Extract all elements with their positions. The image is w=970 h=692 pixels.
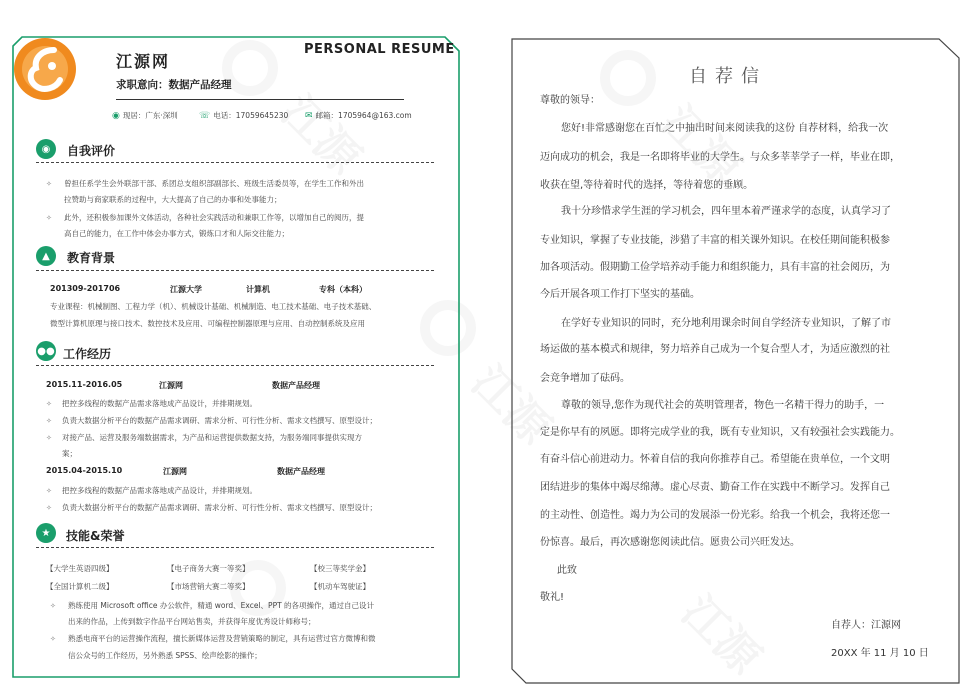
edu-period: 201309-201706 [50,284,121,293]
graduation-cap-icon: ▲ [36,246,56,266]
job-period: 2015.11-2016.05 [46,380,123,389]
letter-line: 定是你早有的夙愿。即将完成学业的我，既有专业知识，又有较强社会实践能力。 [540,427,900,438]
self-eval-line: 拉赞助与商家联系的过程中，大大提高了自己的办事和处事能力； [64,195,282,204]
letter-signature: 自荐人：江源网 [831,620,901,631]
letter-title: 自荐信 [689,66,767,87]
section-divider [36,270,434,271]
letter-line: 会竞争增加了砝码。 [540,373,630,384]
bullet-icon: ✧ [50,602,56,610]
resume-heading: PERSONAL RESUME [304,42,455,57]
trophy-icon: ★ [36,523,56,543]
self-eval-line: 高自己的能力，在工作中体会办事方式，锻炼口才和人际交往能力； [64,229,289,238]
award: 【市场营销大赛二等奖】 [167,582,250,591]
letter-line: 的主动性、创造性。竭力为公司的发展添一份光彩。给我一个机会，我将还您一 [540,510,890,521]
bullet-icon: ✧ [50,635,56,643]
letter-line: 在学好专业知识的同时，充分地利用课余时间自学经济专业知识，了解了市 [561,318,891,329]
edu-school: 江源大学 [170,285,202,294]
award: 【大学生英语四级】 [46,564,114,573]
edu-courses: 专业课程：机械制图、工程力学（机）、机械设计基础、机械制造、电工技术基础、电子技术基础、 [50,302,377,311]
skill-line: 熟练使用 Microsoft office 办公软件，精通 word、Excel、PPT 的各项操作，通过自己设计 [68,601,375,610]
job-duty: 负责大数据分析平台的数据产品需求调研、需求分析、可行性分析、需求文档撰写、原型设计； [62,416,377,425]
bullet-icon: ✧ [46,180,52,188]
letter-line: 团结进步的集体中竭尽绵薄。虚心尽责、勤奋工作在实践中不断学习。发挥自己 [540,482,890,493]
cover-letter-page [511,38,960,684]
job-intent: 求职意向：数据产品经理 [116,79,232,91]
contact-location: ◉ 现居：广东·深圳 [112,110,178,121]
bullet-icon: ✧ [46,504,52,512]
section-title-skills: 技能&荣誉 [66,529,125,543]
skill-line: 出来的作品，上传到数字作品平台网站售卖，并获得年度优秀设计师称号； [68,617,316,626]
letter-greeting: 尊敬的领导： [540,95,600,106]
mail-icon: ✉ [305,110,313,121]
resume-page [12,36,460,679]
letter-line: 份惊喜。最后，再次感谢您阅读此信。愿贵公司兴旺发达。 [540,537,800,548]
skill-line: 熟悉电商平台的运营操作流程，擅长新媒体运营及营销策略的制定，具有运营过官方微博和微 [68,634,376,643]
phone-icon: ☏ [199,110,211,121]
edu-degree: 专科（本科） [319,285,367,294]
job-duty: 对接产品、运营及服务端数据需求，为产品和运营提供数据支持，为服务端同事提供实现方 [62,433,362,442]
people-icon: ●● [36,341,56,361]
job-duty: 把控多线程的数据产品需求落地成产品设计，并排期规划。 [62,486,257,495]
letter-date: 20XX 年 11 月 10 日 [831,648,929,659]
bullet-icon: ✧ [46,487,52,495]
bullet-icon: ✧ [46,434,52,442]
edu-courses: 微型计算机原理与接口技术、数控技术及应用、可编程控制器原理与应用、自动控制系统及应用 [50,319,365,328]
section-divider [36,365,434,366]
letter-line: 加各项活动。假期勤工俭学培养动手能力和组织能力，具有丰富的社会阅历，为 [540,262,890,273]
award: 【机动车驾驶证】 [310,582,370,591]
header-divider [116,99,404,100]
section-divider [36,162,434,163]
bullet-icon: ✧ [46,214,52,222]
award: 【全国计算机二级】 [46,582,114,591]
bullet-icon: ✧ [46,400,52,408]
self-eval-line: 此外，还积极参加课外文体活动，各种社会实践活动和兼职工作等，以增加自己的阅历，提 [64,213,364,222]
section-title-education: 教育背景 [67,251,116,265]
brand-logo [12,36,78,102]
section-divider [36,547,434,548]
award: 【校三等奖学金】 [310,564,370,573]
section-title-work: 工作经历 [63,347,112,361]
section-title-self-eval: 自我评价 [67,144,116,158]
candidate-name: 江源网 [116,52,171,71]
self-eval-line: 曾担任系学生会外联部干部、系团总支组织部副部长、班级生活委员等，在学生工作和外出 [64,179,364,188]
job-role: 数据产品经理 [272,381,320,390]
job-company: 江源网 [163,467,187,476]
job-role: 数据产品经理 [277,467,325,476]
job-period: 2015.04-2015.10 [46,466,123,475]
location-pin-icon: ◉ [112,110,120,121]
award: 【电子商务大赛一等奖】 [167,564,250,573]
letter-line: 我十分珍惜求学生涯的学习机会，四年里本着严谨求学的态度，认真学习了 [561,206,891,217]
job-duty: 把控多线程的数据产品需求落地成产品设计，并排期规划。 [62,399,257,408]
letter-line: 场运做的基本模式和规律，努力培养自己成为一个复合型人才，为适应激烈的社 [540,344,890,355]
contact-email: ✉ 邮箱：1705964@163.com [305,110,412,121]
letter-line: 尊敬的领导,您作为现代社会的英明管理者，物色一名精干得力的助手，一 [561,400,885,411]
letter-line: 专业知识，掌握了专业技能，涉猎了丰富的相关课外知识。在校任期间能积极参 [540,235,890,246]
job-duty: 案； [62,449,77,458]
letter-line: 您好!非常感谢您在百忙之中抽出时间来阅读我的这份 自荐材料，给我一次 [561,123,889,134]
chat-bubble-icon: ◉ [36,139,56,159]
letter-line: 今后开展各项工作打下坚实的基础。 [540,289,700,300]
letter-line: 收获在望,等待着时代的选择，等待着您的垂顾。 [540,180,754,191]
bullet-icon: ✧ [46,417,52,425]
edu-major: 计算机 [246,285,270,294]
letter-salutation: 敬礼! [540,592,565,603]
letter-line: 迈向成功的机会，我是一名即将毕业的大学生。与众多莘莘学子一样，毕业在即， [540,152,900,163]
skill-line: 信公众号的工作经历，另外熟悉 SPSS、绘声绘影的操作； [68,651,262,660]
letter-closing: 此致 [557,565,577,576]
job-duty: 负责大数据分析平台的数据产品需求调研、需求分析、可行性分析、需求文档撰写、原型设计； [62,503,377,512]
job-company: 江源网 [159,381,183,390]
contact-phone: ☏ 电话：17059645230 [199,110,289,121]
letter-line: 有奋斗信心前进动力。怀着自信的我向你推荐自己。希望能在贵单位，一个文明 [540,454,890,465]
